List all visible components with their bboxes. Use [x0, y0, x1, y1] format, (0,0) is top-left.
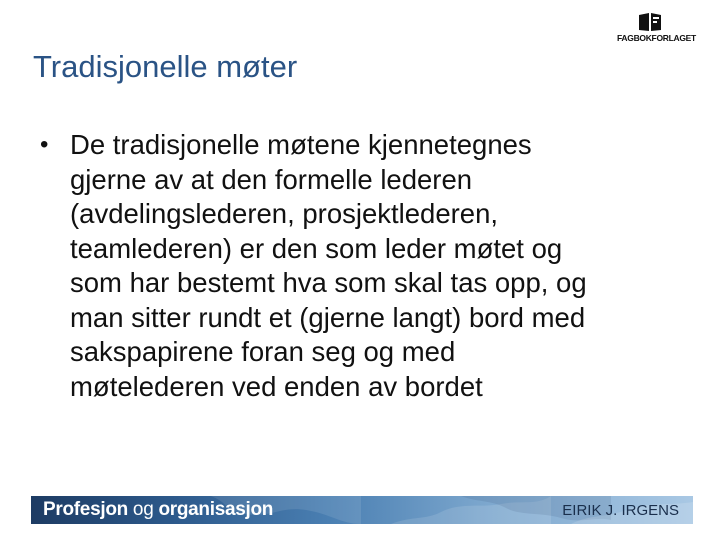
- footer-title-part: og: [132, 499, 154, 520]
- bullet-line: man sitter rundt et (gjerne langt) bord med: [70, 301, 586, 333]
- bullet-line: De tradisjonelle møtene kjennetegnes: [70, 129, 532, 160]
- footer-title-part: organisasjon: [158, 499, 274, 520]
- book-icon: [638, 12, 662, 32]
- bullet-line: (avdelingslederen, prosjektlederen,: [70, 198, 499, 229]
- bullet-list: [40, 128, 680, 404]
- footer-banner: [31, 496, 693, 524]
- bullet-line: teamlederen) er den som leder møtet og: [70, 232, 563, 264]
- bullet-line: som har bestemt hva som skal tas opp, og: [70, 267, 587, 298]
- publisher-logo: [617, 12, 696, 48]
- slide-title: Tradisjonelle møter: [33, 49, 298, 84]
- bullet-line: møtelederen ved enden av bordet: [70, 370, 483, 402]
- bullet-marker: •: [40, 131, 49, 158]
- publisher-name: FAGBOKFORLAGET: [617, 33, 696, 43]
- bullet-line: gjerne av at den formelle lederen: [70, 163, 473, 195]
- footer-title-part: Profesjon: [43, 499, 128, 520]
- bullet-line: sakspapirene foran seg og med: [70, 336, 456, 367]
- footer-course-title: [43, 499, 273, 521]
- bullet-item: [40, 128, 680, 404]
- footer-author: EIRIK J. IRGENS: [562, 502, 679, 519]
